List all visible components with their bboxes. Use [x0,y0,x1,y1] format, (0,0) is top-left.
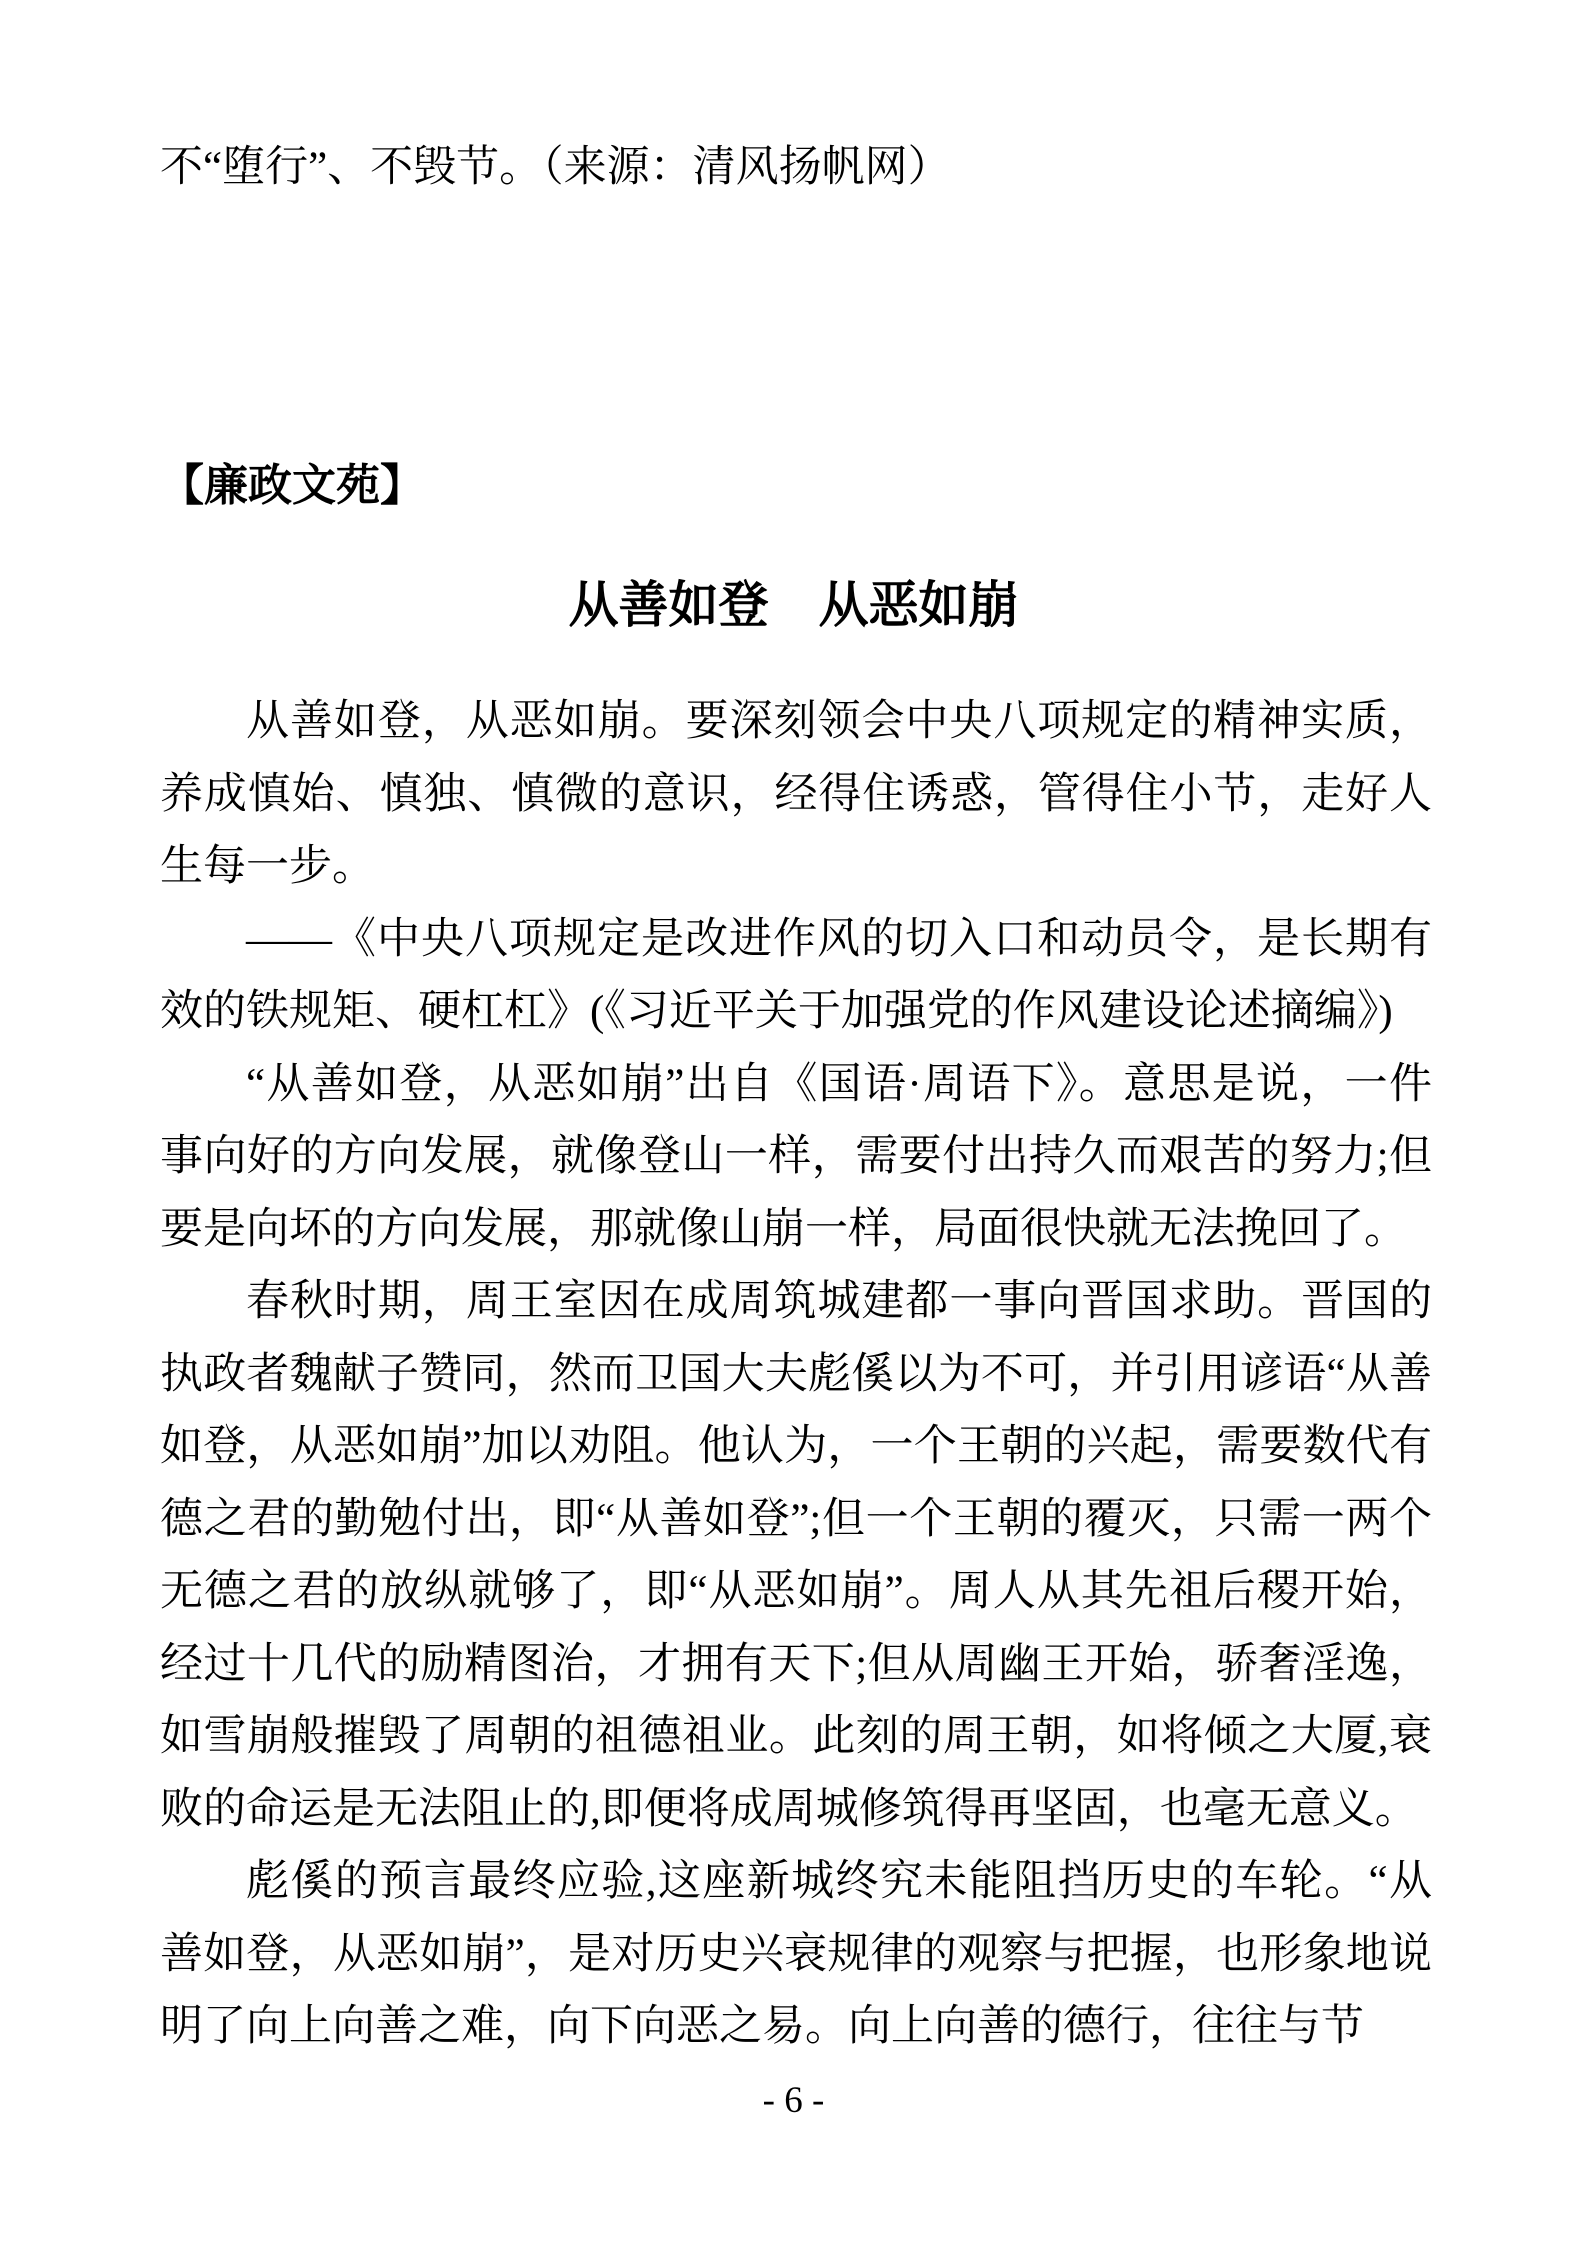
article-paragraph: 春秋时期，周王室因在成周筑城建都一事向晋国求助。晋国的执政者魏献子赞同，然而卫国大夫彪傒以为不可，并引用谚语“从善如登，从恶如崩”加以劝阻。他认为，一个王朝的兴起，需要数代有德之君的勤勉付出，即“从善如登”;但一个王朝的覆灭，只需一两个无德之君的放纵就够了，即“从恶如崩”。周人从其先祖后稷开始，经过十几代的励精图治，才拥有天下;但从周幽王开始，骄奢淫逸，如雪崩般摧毁了周朝的祖德祖业。此刻的周王朝，如将倾之大厦,衰败的命运是无法阻止的,即便将成周城修筑得再坚固，也毫无意义。 [160,1278,1432,1833]
article-body [160,686,1432,2064]
article-paragraph: 从善如登，从恶如崩。要深刻领会中央八项规定的精神实质，养成慎始、慎独、慎微的意识，经得住诱惑，管得住小节，走好人生每一步。 [160,698,1432,890]
article-paragraph: ——《中央八项规定是改进作风的切入口和动员令，是长期有效的铁规矩、硬杠杠》(《习近平关于加强党的作风建设论述摘编》) [160,915,1432,1035]
page-number: - 6 - [762,2080,825,2121]
article-title: 从善如登 从恶如崩 [568,577,1019,633]
article-paragraph: “从善如登，从恶如崩”出自《国语·周语下》。意思是说，一件事向好的方向发展，就像登山一样，需要付出持久而艰苦的努力;但要是向坏的方向发展，那就像山崩一样，局面很快就无法挽回了。 [160,1060,1432,1253]
previous-article-closing-line: 不“堕行”、不毁节。（来源：清风扬帆网） [160,144,951,191]
article-paragraph: 彪傒的预言最终应验,这座新城终究未能阻挡历史的车轮。“从善如登，从恶如崩”，是对历史兴衰规律的观察与把握，也形象地说明了向上向善之难，向下向恶之易。向上向善的德行，往往与节 [160,1858,1432,2050]
section-heading: 【廉政文苑】 [160,461,424,510]
